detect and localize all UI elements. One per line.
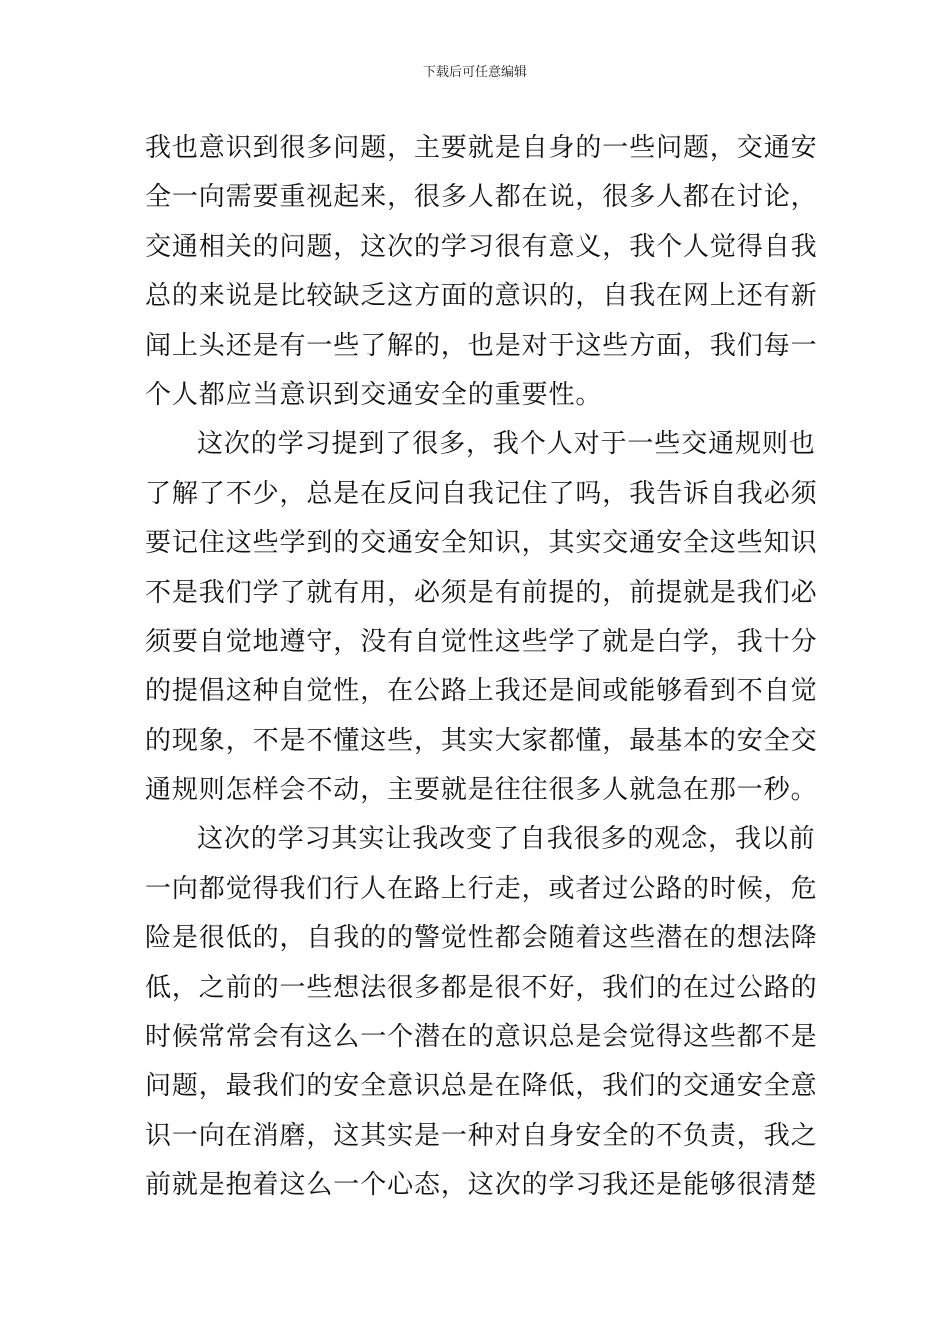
- text-line: 总的来说是比较缺乏这方面的意识的，自我在网上还有新: [145, 281, 818, 312]
- text-line: 一向都觉得我们行人在路上行走，或者过公路的时候，危: [145, 873, 818, 904]
- text-line: 的提倡这种自觉性，在公路上我还是间或能够看到不自觉: [145, 676, 818, 707]
- text-line: 的现象，不是不懂这些，其实大家都懂，最基本的安全交: [145, 725, 818, 756]
- text-line: 闻上头还是有一些了解的，也是对于这些方面，我们每一: [145, 330, 818, 361]
- page-header: 下载后可任意编辑: [422, 65, 527, 80]
- text-line: 识一向在消磨，这其实是一种对自身安全的不负责，我之: [145, 1120, 818, 1151]
- text-line: 交通相关的问题，这次的学习很有意义，我个人觉得自我: [145, 231, 818, 262]
- document-body: [145, 124, 818, 1211]
- text-line: 须要自觉地遵守，没有自觉性这些学了就是白学，我十分: [145, 626, 818, 657]
- text-line: 时候常常会有这么一个潜在的意识总是会觉得这些都不是: [145, 1022, 818, 1053]
- text-line: 险是很低的，自我的的警觉性都会随着这些潜在的想法降: [145, 923, 818, 954]
- text-line: 要记住这些学到的交通安全知识，其实交通安全这些知识: [145, 528, 818, 559]
- text-line: 通规则怎样会不动，主要就是往往很多人就急在那一秒。: [145, 775, 818, 806]
- text-line: 不是我们学了就有用，必须是有前提的，前提就是我们必: [145, 577, 818, 608]
- paragraph-first-line: 这次的学习其实让我改变了自我很多的观念，我以前: [197, 824, 816, 855]
- text-line: 前就是抱着这么一个心态，这次的学习我还是能够很清楚: [145, 1170, 818, 1201]
- text-line: 问题，最我们的安全意识总是在降低，我们的交通安全意: [145, 1071, 818, 1102]
- text-line: 低，之前的一些想法很多都是很不好，我们的在过公路的: [145, 972, 818, 1003]
- text-line: 了解了不少，总是在反问自我记住了吗，我告诉自我必须: [145, 478, 818, 509]
- text-line: 全一向需要重视起来，很多人都在说，很多人都在讨论，: [145, 182, 818, 213]
- text-line: 我也意识到很多问题，主要就是自身的一些问题，交通安: [145, 133, 818, 163]
- paragraph-first-line: 这次的学习提到了很多，我个人对于一些交通规则也: [197, 429, 816, 460]
- text-line: 个人都应当意识到交通安全的重要性。: [145, 379, 603, 410]
